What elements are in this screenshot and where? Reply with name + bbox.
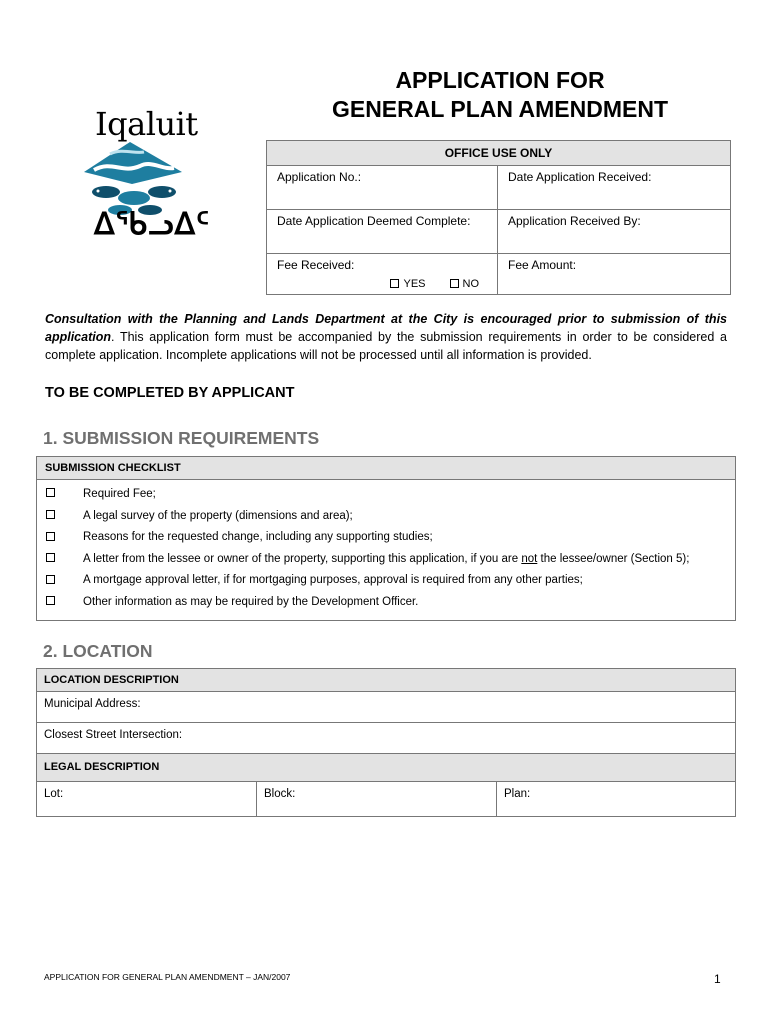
checklist-item — [37, 570, 735, 592]
fee-received-field — [267, 254, 498, 295]
intro-rest: . This application form must be accompanied by the submission requirements in order to be considered a complete application. Incomplete applications will not be processed until all information is provided. — [45, 330, 727, 362]
logo-syllabics: ᐃᖃᓗᐃᑦ — [94, 208, 211, 241]
plan-label: Plan: — [504, 788, 531, 800]
checklist-item — [37, 592, 735, 614]
title-line-1: APPLICATION FOR — [395, 67, 605, 93]
checkbox-icon[interactable] — [46, 553, 55, 562]
fee-no-option[interactable] — [450, 278, 480, 290]
page-title — [300, 66, 700, 124]
page-number: 1 — [714, 972, 721, 986]
location-description-header: LOCATION DESCRIPTION — [37, 669, 735, 692]
office-use-table — [266, 140, 731, 295]
checklist-item-text: A mortgage approval letter, if for mortgaging purposes, approval is required from any other parties; — [83, 574, 583, 587]
block-label: Block: — [264, 788, 296, 800]
received-by-field[interactable] — [498, 210, 731, 254]
section-1-heading: 1. SUBMISSION REQUIREMENTS — [43, 428, 320, 448]
checklist-item — [37, 484, 735, 506]
to-be-completed-heading: TO BE COMPLETED BY APPLICANT — [45, 385, 295, 401]
logo-wordmark: Iqaluit — [95, 105, 198, 143]
closest-intersection-label: Closest Street Intersection: — [44, 729, 183, 741]
lessee-text-after: the lessee/owner (Section 5); — [537, 552, 690, 565]
lot-field[interactable] — [37, 782, 257, 816]
checklist-item — [37, 549, 735, 571]
legal-description-row — [37, 782, 735, 816]
checkbox-icon[interactable] — [46, 575, 55, 584]
title-line-2: GENERAL PLAN AMENDMENT — [331, 96, 669, 122]
fee-received-label: Fee Received: — [277, 258, 355, 272]
checkbox-icon[interactable] — [46, 532, 55, 541]
lot-label: Lot: — [44, 788, 64, 800]
fee-no-label: NO — [462, 278, 479, 290]
application-no-field[interactable] — [267, 166, 498, 210]
legal-description-header: LEGAL DESCRIPTION — [37, 754, 735, 782]
checklist-item — [37, 527, 735, 549]
fee-yes-option[interactable] — [390, 278, 425, 290]
checkbox-icon[interactable] — [46, 596, 55, 605]
closest-intersection-field[interactable] — [37, 723, 735, 754]
checkbox-icon[interactable] — [450, 279, 459, 288]
lessee-text-before: A letter from the lessee or owner of the property, supporting this application, if you are — [83, 552, 522, 565]
date-complete-field[interactable] — [267, 210, 498, 254]
date-complete-label: Date Application Deemed Complete: — [277, 214, 471, 228]
checklist-item-text: Required Fee; — [83, 488, 156, 500]
plan-field[interactable] — [497, 782, 735, 816]
footer-title: APPLICATION FOR GENERAL PLAN AMENDMENT – JAN/2007 — [44, 972, 291, 982]
location-table — [36, 668, 736, 817]
checkbox-icon[interactable] — [46, 510, 55, 519]
checklist-item-text — [83, 549, 689, 571]
checklist-header: SUBMISSION CHECKLIST — [37, 457, 735, 480]
checkbox-icon[interactable] — [390, 279, 399, 288]
submission-checklist — [36, 456, 736, 621]
section-2-heading: 2. LOCATION — [43, 641, 153, 661]
checkbox-icon[interactable] — [46, 488, 55, 497]
lessee-text-not: not — [521, 552, 538, 565]
office-use-header: OFFICE USE ONLY — [267, 141, 731, 166]
fee-amount-label: Fee Amount: — [508, 258, 577, 272]
intro-paragraph — [45, 310, 727, 364]
date-received-field[interactable] — [498, 166, 731, 210]
application-no-label: Application No.: — [277, 170, 362, 184]
received-by-label: Application Received By: — [508, 214, 641, 228]
municipal-address-field[interactable] — [37, 692, 735, 723]
checklist-item-text: Other information as may be required by the Development Officer. — [83, 595, 419, 608]
checklist-item-text: Reasons for the requested change, including any supporting studies; — [83, 531, 433, 544]
fee-amount-field[interactable] — [498, 254, 731, 295]
municipal-address-label: Municipal Address: — [44, 698, 141, 710]
date-received-label: Date Application Received: — [508, 170, 652, 184]
intro-bold: Consultation with the Planning and Lands Department at the City is encouraged prior to submission of this application — [45, 312, 727, 344]
checklist-item-text: A legal survey of the property (dimensions and area); — [83, 509, 353, 522]
block-field[interactable] — [257, 782, 497, 816]
checklist-item — [37, 506, 735, 528]
fee-yes-label: YES — [403, 278, 426, 290]
